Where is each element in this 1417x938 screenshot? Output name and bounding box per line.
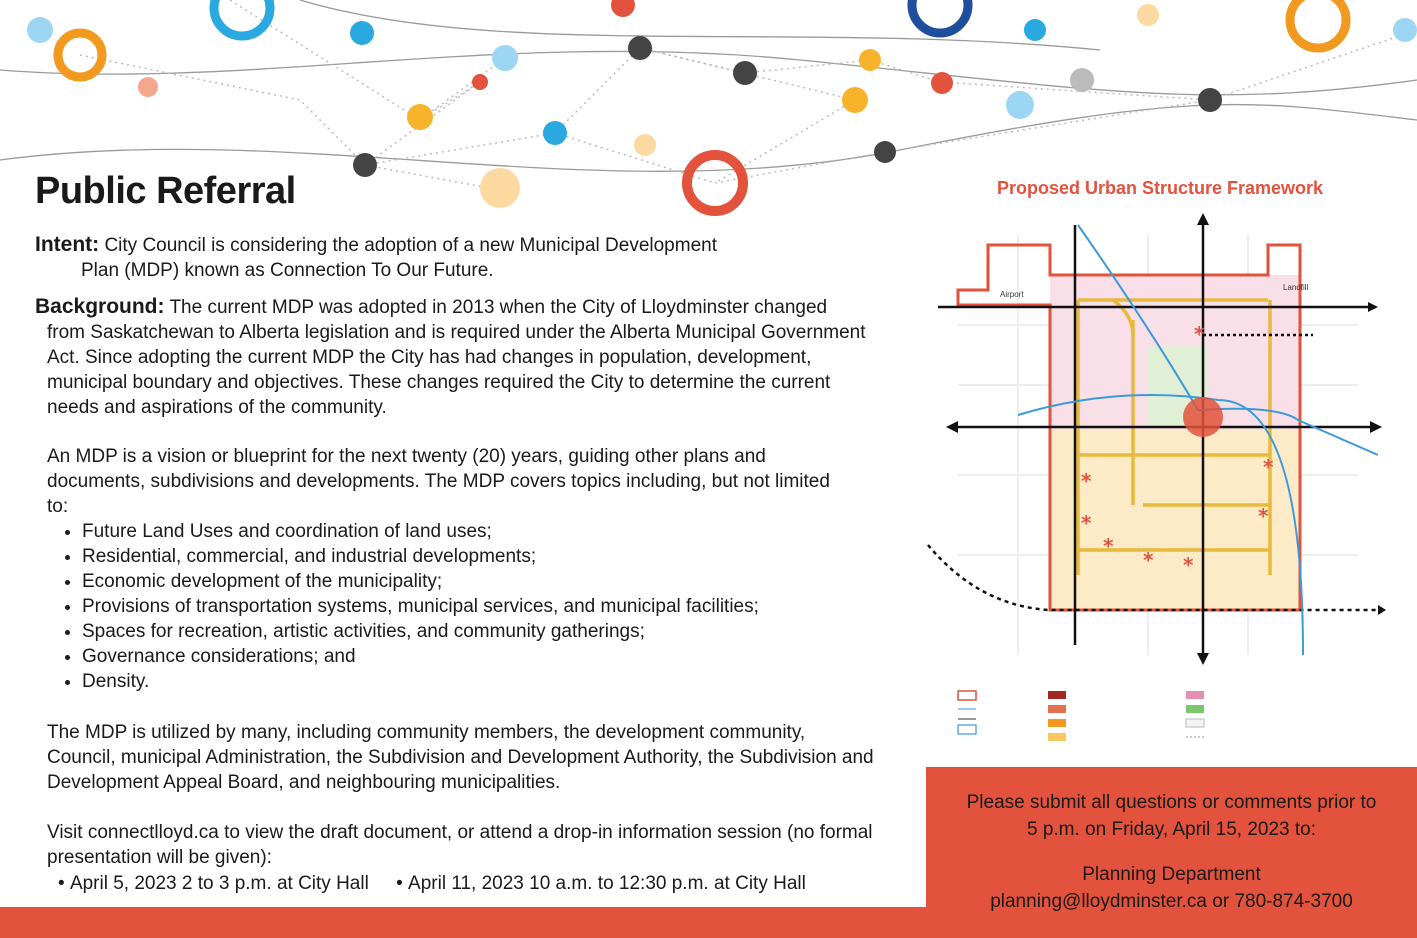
list-item: • Density.	[82, 669, 759, 694]
utilized-paragraph: The MDP is utilized by many, including community members, the development community, Council, municipal Administration, the Subdivision and Development Authority, the Subdivision and Development Appeal Board, and neighbouring municipalities.	[47, 722, 874, 793]
intent-text-line1: City Council is considering the adoption of a new Municipal Development	[104, 235, 717, 256]
page-title: Public Referral	[35, 170, 296, 212]
list-item: • Residential, commercial, and industrial developments;	[82, 544, 759, 569]
session-item: • April 11, 2023 10 a.m. to 12:30 p.m. at City Hall	[396, 873, 806, 894]
list-item: • Spaces for recreation, artistic activities, and community gatherings;	[82, 619, 759, 644]
urban-structure-map	[918, 205, 1388, 750]
callout-line1: Please submit all questions or comments prior to	[966, 792, 1377, 813]
callout-department: Planning Department	[1082, 864, 1261, 885]
map-title: Proposed Urban Structure Framework	[996, 178, 1324, 198]
svg-text:*: *	[1194, 322, 1205, 346]
map-label-landfill: Landfill	[1283, 283, 1309, 292]
background-paragraph	[35, 294, 875, 420]
intent-label: Intent:	[35, 233, 100, 256]
svg-text:*: *	[1081, 511, 1092, 535]
intent-text-line2: Plan (MDP) known as Connection To Our Future.	[81, 260, 494, 281]
background-line1: The current MDP was adopted in 2013 when the City of Lloydminster changed	[169, 297, 828, 318]
visit-paragraph: Visit connectlloyd.ca to view the draft document, or attend a drop-in information session (no formal presentation will be given):	[47, 822, 873, 868]
map-label-airport: Airport	[1000, 290, 1024, 299]
callout-line2: 5 p.m. on Friday, April 15, 2023 to:	[1026, 819, 1317, 840]
intent-paragraph	[35, 232, 835, 283]
map-legend	[958, 691, 1204, 741]
svg-text:*: *	[1183, 553, 1194, 577]
svg-text:*: *	[1258, 504, 1269, 528]
submission-callout	[926, 767, 1417, 938]
svg-text:*: *	[1143, 548, 1154, 572]
session-item: • April 5, 2023 2 to 3 p.m. at City Hall	[58, 873, 369, 894]
sessions-list	[58, 871, 806, 896]
list-item: • Future Land Uses and coordination of land uses;	[82, 519, 759, 544]
svg-text:*: *	[1103, 534, 1114, 558]
topics-list	[60, 519, 759, 694]
background-text: from Saskatchewan to Alberta legislation and is required under the Alberta Municipal Government Act. Since adopting the current MDP the City has had changes in population, development, municipal boundary and objectives. These changes required the City to determine the current needs and aspirations of the community.	[47, 322, 866, 418]
list-item: • Governance considerations; and	[82, 644, 759, 669]
mdp-paragraph: An MDP is a vision or blueprint for the next twenty (20) years, guiding other plans and documents, subdivisions and developments. The MDP covers topics including, but not limited to:	[47, 446, 830, 517]
callout-contact[interactable]: planning@lloydminster.ca or 780-874-3700	[990, 891, 1353, 912]
list-item: • Economic development of the municipality;	[82, 569, 759, 594]
svg-text:*: *	[1081, 469, 1092, 493]
background-label: Background:	[35, 295, 165, 318]
svg-text:*: *	[1263, 455, 1274, 479]
list-item: • Provisions of transportation systems, municipal services, and municipal facilities;	[82, 594, 759, 619]
